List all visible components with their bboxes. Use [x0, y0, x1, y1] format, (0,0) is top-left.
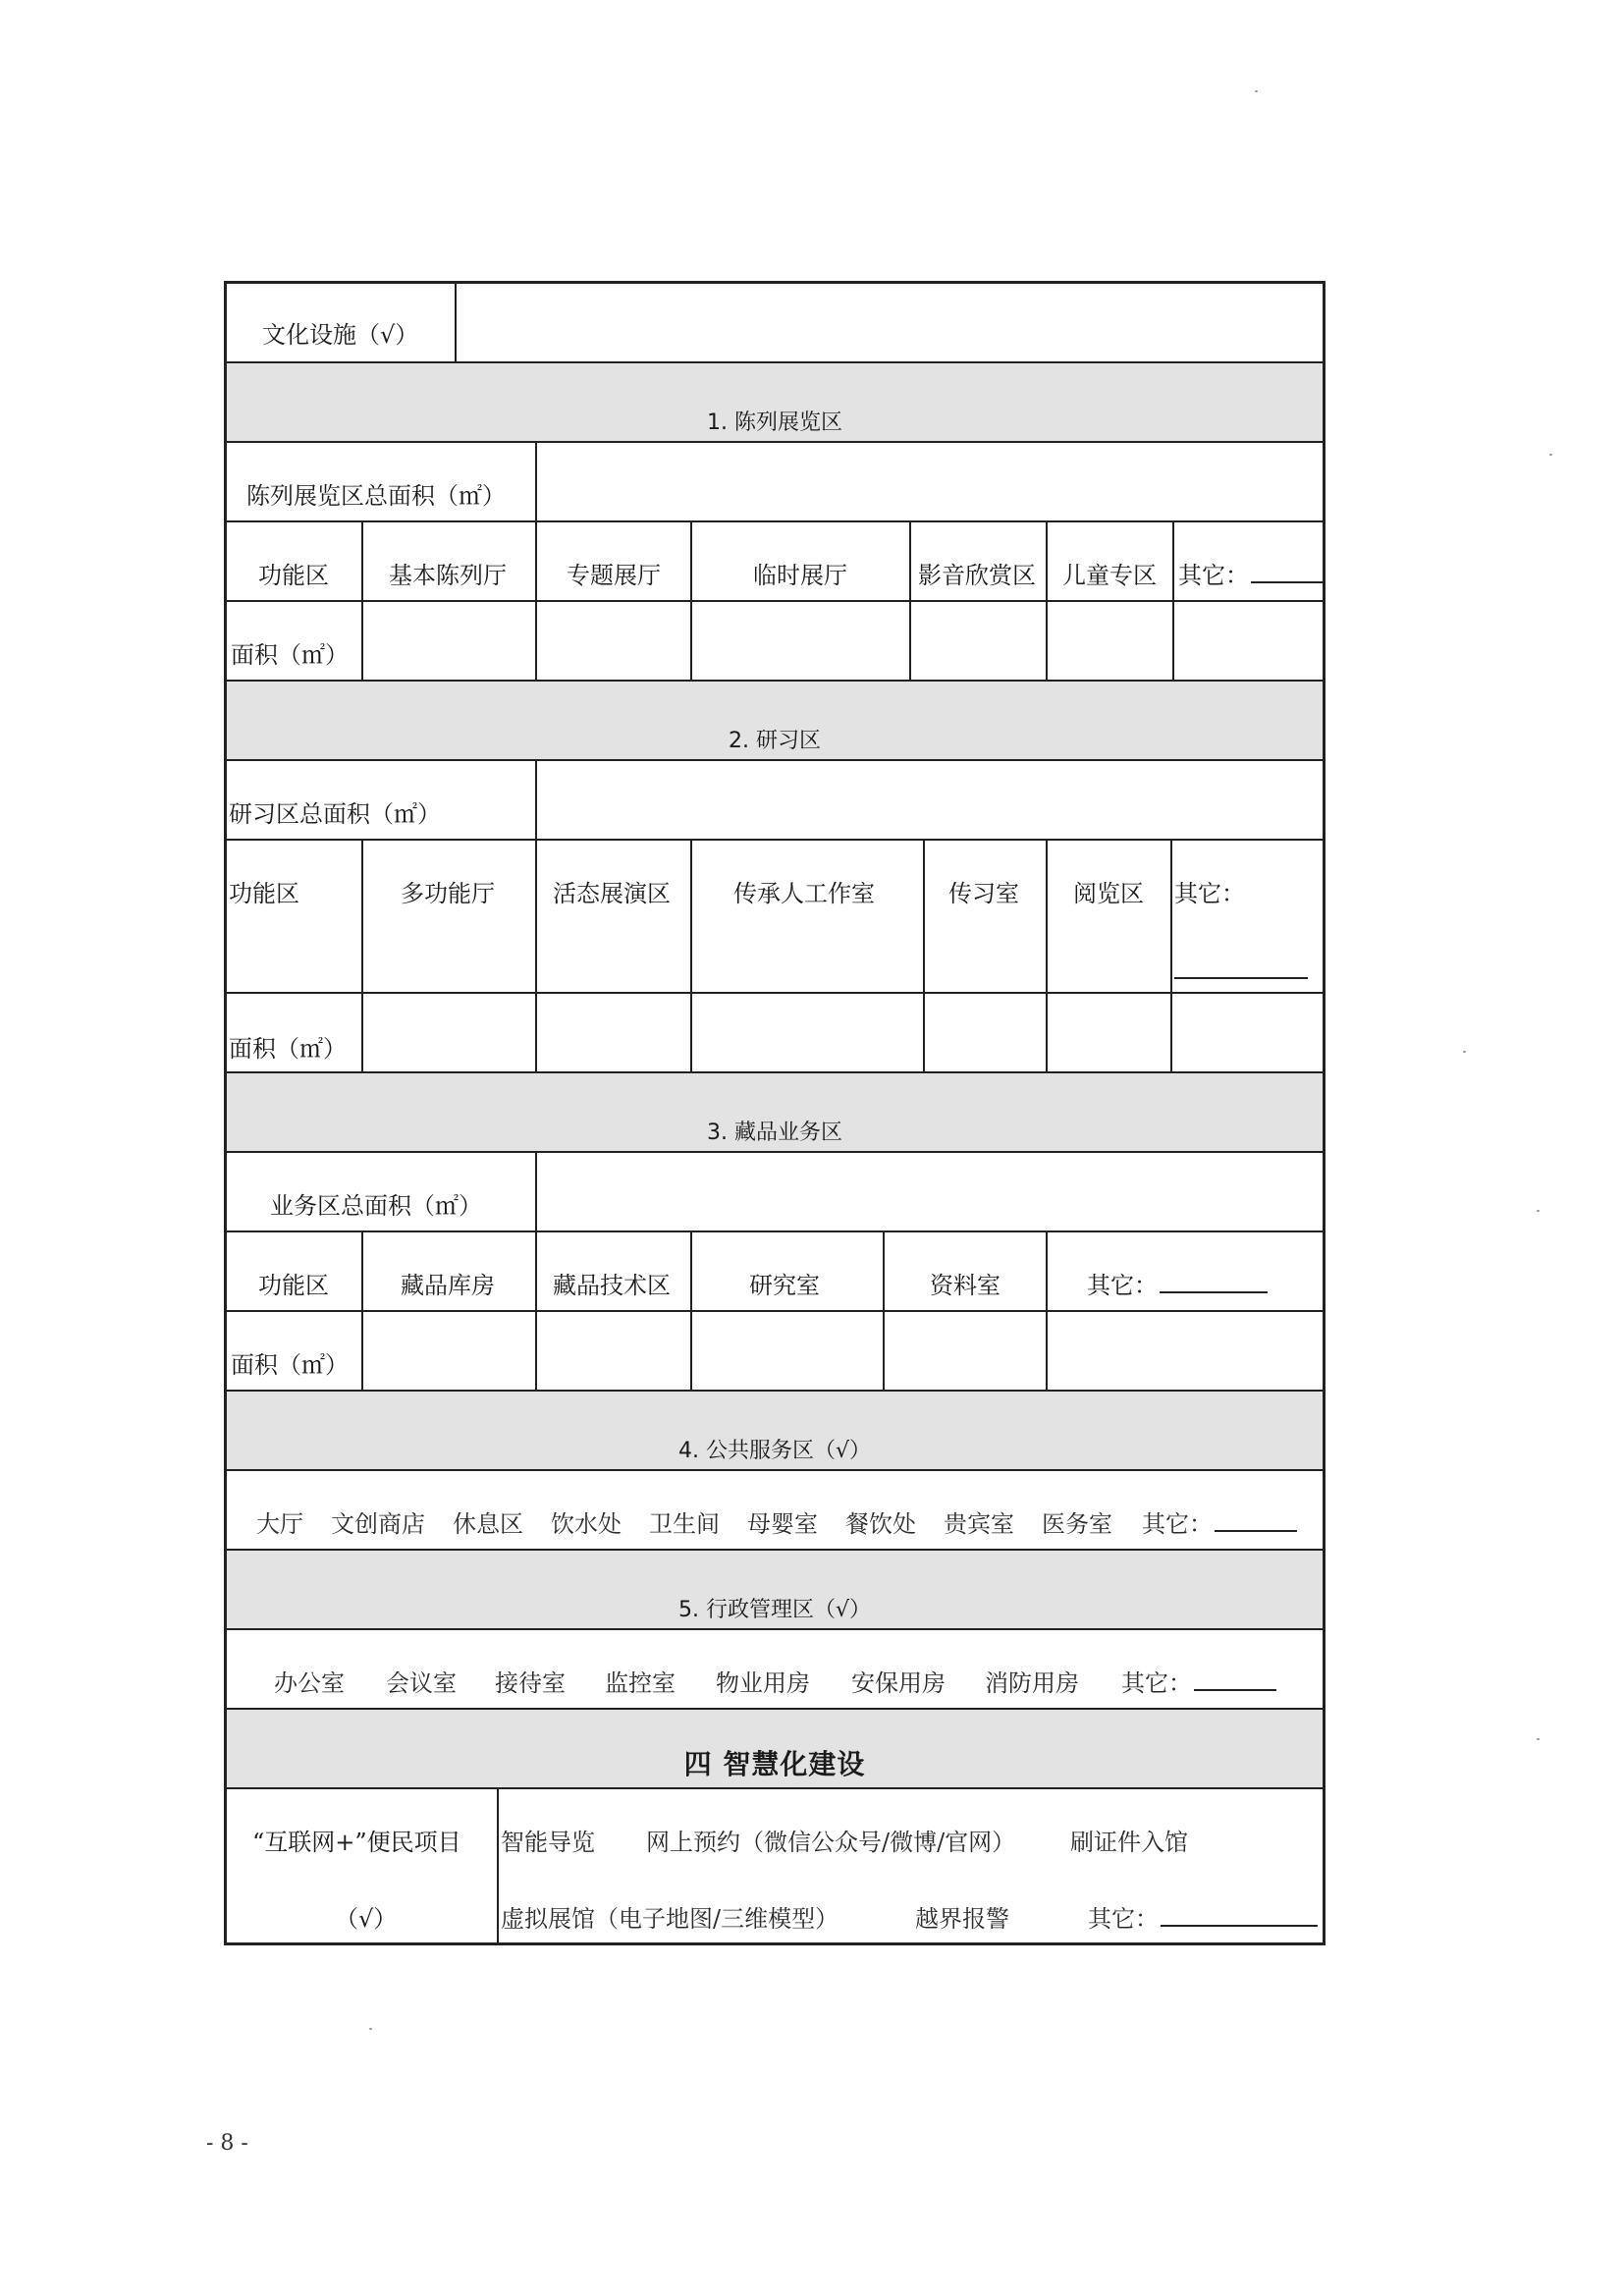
cultural-facilities-label: 文化设施（√） — [262, 321, 419, 349]
section-5-option[interactable]: 物业用房 — [716, 1669, 810, 1697]
section-2-zones-row — [227, 841, 1323, 994]
section-3-area-input[interactable] — [692, 1312, 885, 1390]
section-4-header — [227, 1392, 1323, 1469]
scan-speck — [1537, 1738, 1540, 1740]
section-3-header — [227, 1073, 1323, 1151]
section-1-area-input[interactable] — [1048, 602, 1174, 680]
section-3-area-row — [227, 1312, 1323, 1392]
section-4-option[interactable]: 饮水处 — [551, 1510, 622, 1538]
section-1-area-input[interactable] — [363, 602, 537, 680]
section-4-title: 4. 公共服务区（√） — [677, 1439, 871, 1463]
scan-speck — [1537, 1210, 1540, 1212]
section-1-zone-label: 儿童专区 — [1062, 562, 1157, 589]
section-3-zone-cell — [885, 1232, 1048, 1310]
section-1-zone-cell — [911, 522, 1048, 600]
section-4-option[interactable]: 母婴室 — [747, 1510, 818, 1538]
section-3-zone-cell — [363, 1232, 537, 1310]
section-1-other-label: 其它： — [1178, 564, 1324, 587]
section-5-option[interactable]: 接待室 — [495, 1669, 566, 1697]
section-3-title: 3. 藏品业务区 — [707, 1121, 842, 1145]
section-4-header-row — [227, 1392, 1323, 1471]
section-4-option[interactable]: 医务室 — [1042, 1510, 1112, 1538]
section-1-total-area-label-cell — [227, 443, 537, 520]
section-1-total-area-row — [227, 443, 1323, 522]
section-4-items-row — [227, 1471, 1323, 1551]
cultural-facilities-input[interactable] — [457, 284, 1323, 361]
section-4-option[interactable]: 餐饮处 — [845, 1510, 916, 1538]
section-1-title: 1. 陈列展览区 — [707, 410, 842, 435]
section-1-zone-cell — [692, 522, 911, 600]
internet-plus-row — [227, 1789, 1323, 1942]
section-5-option[interactable]: 消防用房 — [985, 1669, 1079, 1697]
internet-plus-option[interactable]: 网上预约（微信公众号/微博/官网） — [646, 1829, 1016, 1856]
section-2-zone-label: 多功能厅 — [401, 880, 495, 907]
internet-plus-other-input[interactable] — [1161, 1924, 1318, 1927]
section-5-title: 5. 行政管理区（√） — [677, 1598, 871, 1622]
section-2-area-input[interactable] — [537, 994, 692, 1071]
section-2-area-input[interactable] — [692, 994, 925, 1071]
section-5-other-label: 其它： — [1121, 1671, 1276, 1695]
section-1-area-input[interactable] — [692, 602, 911, 680]
section-3-other-label: 其它： — [1087, 1274, 1268, 1297]
section-3-zone-label: 藏品技术区 — [553, 1272, 671, 1299]
part-4-header-row — [227, 1710, 1323, 1789]
section-2-zone-label: 阅览区 — [1073, 880, 1144, 907]
cultural-facilities-row — [227, 284, 1323, 363]
section-5-other-input[interactable] — [1194, 1688, 1276, 1691]
section-2-header — [227, 682, 1323, 759]
page-number: - 8 - — [206, 2131, 248, 2156]
section-1-area-input[interactable] — [1174, 602, 1323, 680]
internet-plus-options-cell — [499, 1789, 1323, 1942]
section-3-area-input[interactable] — [363, 1312, 537, 1390]
section-2-zone-cell — [363, 841, 537, 992]
section-2-other-input[interactable] — [1174, 976, 1308, 979]
section-3-zones-row — [227, 1232, 1323, 1312]
internet-plus-other-label: 其它： — [1088, 1907, 1318, 1931]
section-3-area-input[interactable] — [1048, 1312, 1323, 1390]
section-1-zone-cell — [1048, 522, 1174, 600]
section-1-zone-label: 临时展厅 — [753, 562, 847, 589]
section-3-area-input[interactable] — [885, 1312, 1048, 1390]
section-4-option[interactable]: 卫生间 — [649, 1510, 720, 1538]
section-4-option[interactable]: 文创商店 — [331, 1510, 425, 1538]
section-3-total-area-input[interactable] — [537, 1153, 1323, 1230]
section-1-zones-row — [227, 522, 1323, 602]
section-2-zone-cell — [1048, 841, 1172, 992]
section-2-area-label-cell — [227, 994, 363, 1071]
section-2-func-label: 功能区 — [229, 880, 299, 907]
section-5-header — [227, 1551, 1323, 1628]
section-4-option[interactable]: 大厅 — [256, 1510, 303, 1538]
section-1-zone-cell — [537, 522, 692, 600]
part-4-title: 四 智慧化建设 — [683, 1748, 866, 1780]
section-1-area-label: 面积（㎡） — [231, 641, 349, 669]
section-1-other-input[interactable] — [1251, 580, 1324, 583]
section-5-items-cell — [227, 1630, 1323, 1708]
section-1-area-input[interactable] — [537, 602, 692, 680]
section-2-total-area-label: 研习区总面积（㎡） — [229, 800, 441, 828]
section-1-total-area-label: 陈列展览区总面积（㎡） — [246, 482, 506, 510]
section-2-total-area-input[interactable] — [537, 761, 1323, 839]
section-3-func-label: 功能区 — [258, 1272, 329, 1299]
section-2-title: 2. 研习区 — [729, 729, 821, 753]
section-2-func-label-cell — [227, 841, 363, 992]
internet-plus-label-cell — [227, 1789, 499, 1942]
section-2-area-input[interactable] — [1172, 994, 1323, 1071]
internet-plus-check-label: （√） — [335, 1905, 398, 1933]
section-5-option[interactable]: 办公室 — [274, 1669, 345, 1697]
section-3-area-label-cell — [227, 1312, 363, 1390]
section-3-area-label: 面积（㎡） — [231, 1351, 349, 1379]
section-3-zone-cell — [692, 1232, 885, 1310]
section-5-header-row — [227, 1551, 1323, 1630]
internet-plus-label: “互联网+”便民项目 — [252, 1829, 461, 1856]
section-1-zone-label: 专题展厅 — [567, 562, 661, 589]
cultural-facilities-label-cell — [227, 284, 457, 361]
section-2-total-area-row — [227, 761, 1323, 841]
section-5-items-row — [227, 1630, 1323, 1710]
section-2-total-area-label-cell — [227, 761, 537, 839]
section-3-func-label-cell — [227, 1232, 363, 1310]
internet-plus-option[interactable]: 智能导览 — [501, 1829, 595, 1856]
scan-speck — [1255, 90, 1258, 92]
section-3-total-area-label: 业务区总面积（㎡） — [270, 1192, 482, 1220]
section-4-other-label: 其它： — [1142, 1512, 1297, 1536]
internet-plus-option[interactable]: 刷证件入馆 — [1070, 1829, 1188, 1856]
section-3-zone-label: 研究室 — [749, 1272, 820, 1299]
registration-form-table — [224, 281, 1325, 1945]
section-3-zone-label: 资料室 — [930, 1272, 1001, 1299]
section-5-option[interactable]: 安保用房 — [851, 1669, 946, 1697]
scan-speck — [1549, 454, 1552, 456]
section-2-other-cell — [1172, 841, 1323, 992]
section-2-zone-cell — [692, 841, 925, 992]
section-2-zone-label: 传习室 — [948, 880, 1019, 907]
section-4-items-cell — [227, 1471, 1323, 1549]
scan-speck — [1463, 1051, 1466, 1053]
section-3-header-row — [227, 1073, 1323, 1153]
section-3-total-area-row — [227, 1153, 1323, 1232]
section-2-area-input[interactable] — [1048, 994, 1172, 1071]
internet-plus-option[interactable]: 虚拟展馆（电子地图/三维模型） — [501, 1905, 839, 1933]
section-2-area-input[interactable] — [925, 994, 1048, 1071]
section-1-area-input[interactable] — [911, 602, 1048, 680]
section-2-other-label: 其它： — [1174, 880, 1245, 907]
section-2-area-row — [227, 994, 1323, 1073]
section-2-zone-label: 传承人工作室 — [733, 880, 875, 907]
section-5-option[interactable]: 会议室 — [386, 1669, 457, 1697]
internet-plus-option[interactable]: 越界报警 — [915, 1905, 1009, 1933]
section-3-area-input[interactable] — [537, 1312, 692, 1390]
section-2-area-label: 面积（㎡） — [229, 1035, 347, 1063]
section-1-zone-label: 影音欣赏区 — [918, 562, 1036, 589]
section-2-header-row — [227, 682, 1323, 761]
section-1-zone-cell — [363, 522, 537, 600]
section-3-zone-label: 藏品库房 — [401, 1272, 495, 1299]
section-2-area-input[interactable] — [363, 994, 537, 1071]
section-1-header-row — [227, 363, 1323, 443]
section-3-total-area-label-cell — [227, 1153, 537, 1230]
section-1-other-cell — [1174, 522, 1323, 600]
section-1-area-label-cell — [227, 602, 363, 680]
section-5-option[interactable]: 监控室 — [605, 1669, 676, 1697]
section-4-option[interactable]: 贵宾室 — [944, 1510, 1014, 1538]
section-1-area-row — [227, 602, 1323, 682]
section-3-other-cell — [1048, 1232, 1323, 1310]
section-1-total-area-input[interactable] — [537, 443, 1323, 520]
section-4-other-input[interactable] — [1215, 1529, 1297, 1532]
section-2-zone-cell — [537, 841, 692, 992]
section-4-option[interactable]: 休息区 — [453, 1510, 523, 1538]
section-3-zone-cell — [537, 1232, 692, 1310]
scan-speck — [369, 2028, 372, 2030]
section-1-zone-label: 基本陈列厅 — [389, 562, 507, 589]
section-1-header — [227, 363, 1323, 441]
section-1-func-label-cell — [227, 522, 363, 600]
section-3-other-input[interactable] — [1160, 1290, 1268, 1293]
section-1-func-label: 功能区 — [258, 562, 329, 589]
section-2-zone-label: 活态展演区 — [553, 880, 671, 907]
section-2-zone-cell — [925, 841, 1048, 992]
part-4-header — [227, 1710, 1323, 1787]
